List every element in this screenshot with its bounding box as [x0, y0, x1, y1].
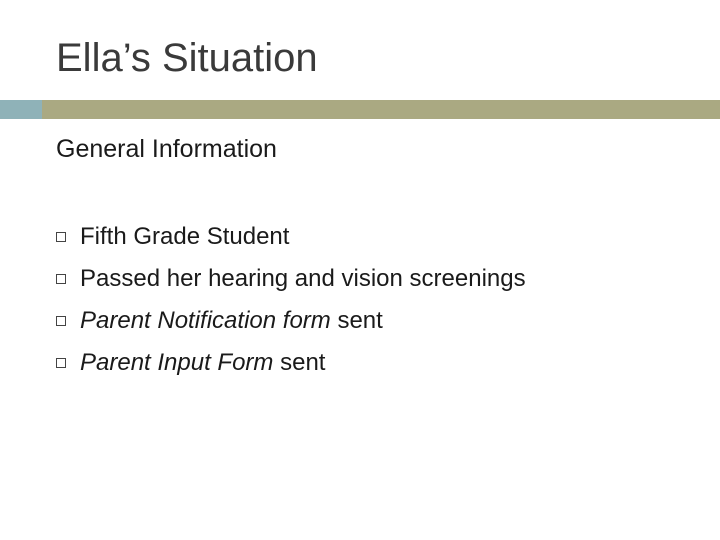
bullet-item: [56, 342, 526, 384]
square-bullet-icon: [56, 232, 66, 242]
bullet-item: [56, 216, 526, 258]
bullet-text: [80, 306, 383, 336]
slide-title: Ella’s Situation: [56, 36, 318, 80]
bullet-item: [56, 300, 526, 342]
bullet-suffix: sent: [273, 349, 326, 376]
bullet-item: [56, 258, 526, 300]
title-rule-accent: [0, 100, 42, 119]
form-name: Parent Input Form: [80, 349, 274, 376]
square-bullet-icon: [56, 316, 66, 326]
bullet-list: [56, 216, 526, 384]
square-bullet-icon: [56, 358, 66, 368]
bullet-suffix: sent: [330, 307, 383, 334]
bullet-text: Fifth Grade Student: [80, 223, 290, 250]
bullet-text: Passed her hearing and vision screenings: [80, 265, 526, 292]
square-bullet-icon: [56, 274, 66, 284]
bullet-text: [80, 348, 325, 378]
title-rule: [42, 100, 720, 119]
form-name: Parent Notification form: [80, 307, 331, 334]
section-heading: General Information: [56, 135, 277, 163]
